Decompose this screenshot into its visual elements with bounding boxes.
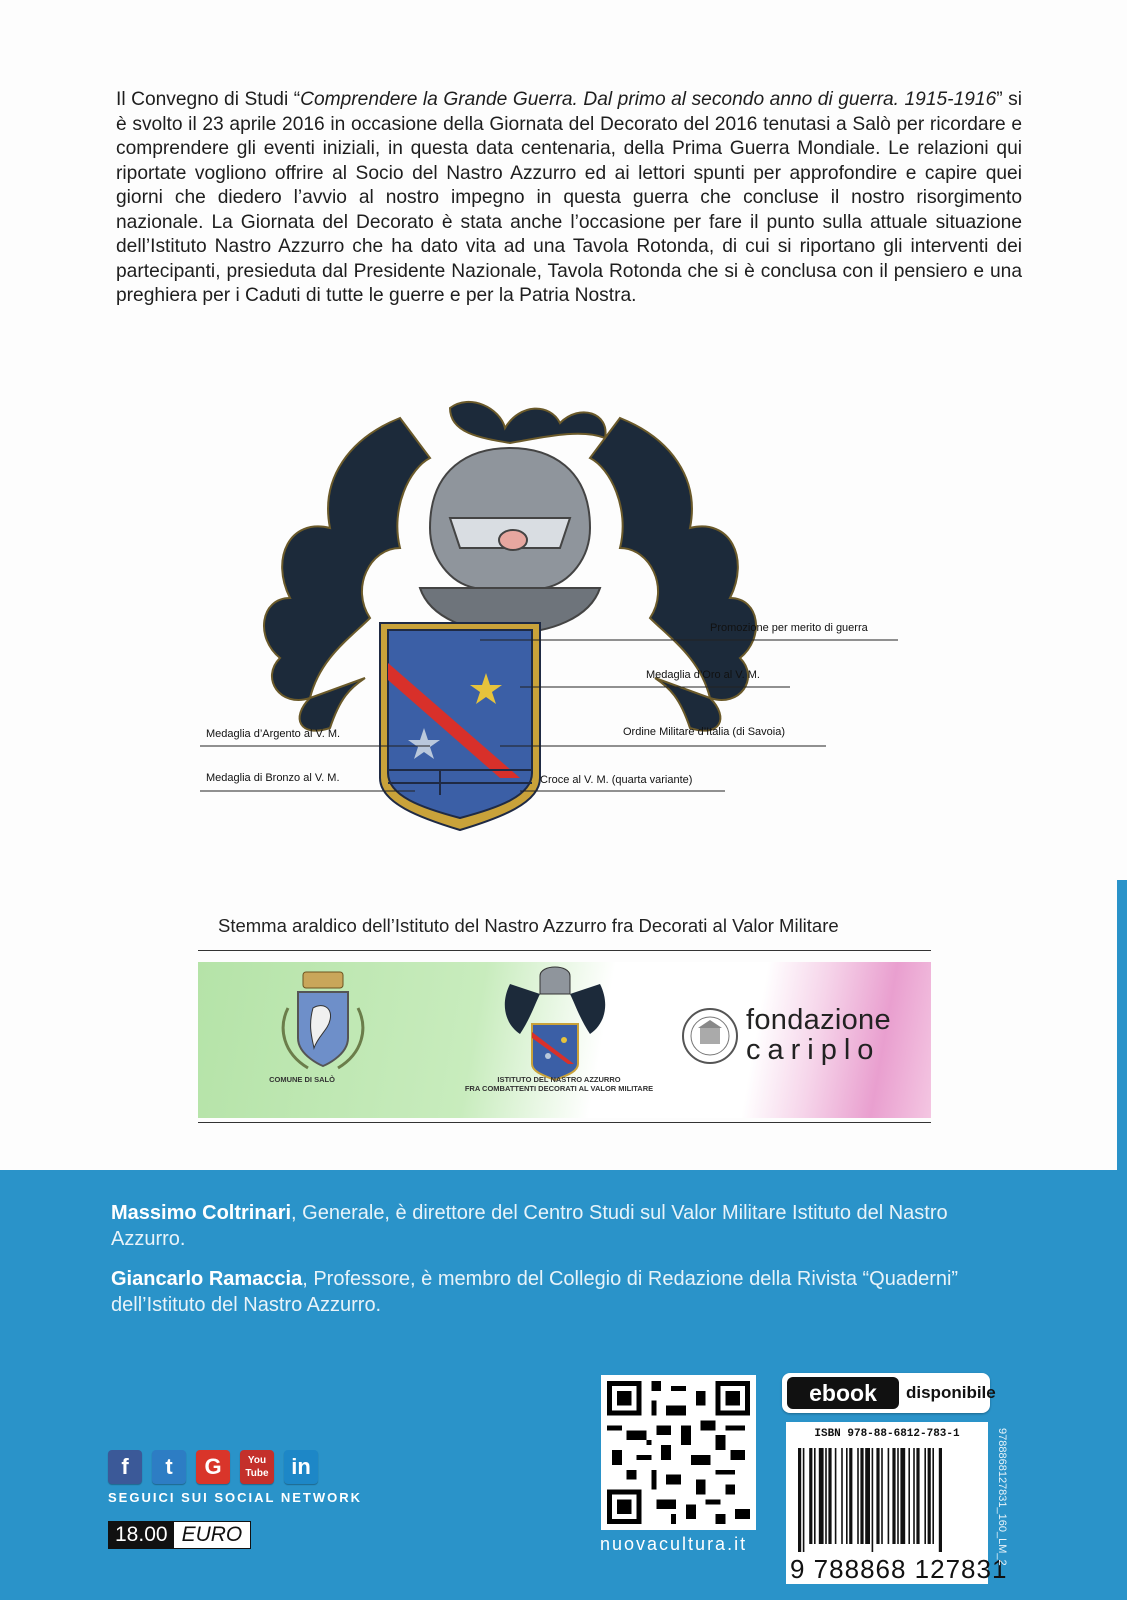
barcode-bar (892, 1448, 895, 1544)
label-croce: Croce al V. M. (quarta variante) (540, 774, 693, 786)
accent-strip (1117, 880, 1127, 1170)
author-bio-2 (111, 1266, 1021, 1318)
barcode-bar (860, 1448, 863, 1544)
fondazione-seal-icon (680, 1006, 740, 1066)
barcode-bar (932, 1448, 934, 1544)
author-name: Giancarlo Ramaccia (111, 1268, 303, 1290)
author-name: Massimo Coltrinari (111, 1202, 292, 1224)
barcode-bar (857, 1448, 859, 1544)
fondazione-wordmark: fondazione (746, 1004, 891, 1036)
conference-title: Comprendere la Grande Guerra. Dal primo al secondo anno di guerra. 1915-1916 (300, 89, 997, 110)
author-bio-1 (111, 1200, 1021, 1252)
barcode-bar (897, 1448, 899, 1544)
barcode-bar (841, 1448, 843, 1544)
barcode-bar (809, 1448, 812, 1544)
barcode-bar (881, 1448, 883, 1544)
intro-lead: Il Convegno di Studi “ (116, 89, 301, 110)
publisher-website[interactable]: nuovacultura.it (600, 1534, 748, 1554)
cariplo-wordmark: cariplo (746, 1034, 881, 1066)
crest-caption: Stemma araldico dell’Istituto del Nastro Azzurro fra Decorati al Valor Militare (218, 915, 839, 936)
google-plus-icon[interactable]: G (196, 1450, 230, 1484)
nastro-logo-caption-1: ISTITUTO DEL NASTRO AZZURRO (497, 1075, 621, 1084)
barcode-bar (835, 1448, 837, 1544)
nastro-logo-caption-2: FRA COMBATTENTI DECORATI AL VALOR MILITARE (464, 1084, 654, 1093)
barcode-bar (828, 1448, 831, 1544)
social-tagline: SEGUICI SUI SOCIAL NETWORK (108, 1490, 362, 1505)
qr-code[interactable] (601, 1375, 756, 1530)
label-medaglia-bronzo: Medaglia di Bronzo al V. M. (206, 772, 340, 784)
sponsor-logo-band (198, 962, 931, 1118)
nastro-azzurro-crest-icon (490, 964, 620, 1084)
shield (380, 623, 540, 830)
label-promozione: Promozione per merito di guerra (710, 622, 868, 634)
label-ordine-militare: Ordine Militare d’Italia (di Savoia) (623, 726, 786, 738)
ebook-availability: disponibile (906, 1383, 996, 1402)
barcode-bar (939, 1448, 942, 1552)
facebook-icon[interactable]: f (108, 1450, 142, 1484)
heraldic-crest (200, 398, 920, 858)
label-medaglia-oro: Medaglia d’Oro al V. M. (646, 669, 760, 681)
barcode-bar (876, 1448, 879, 1544)
barcode-bar (928, 1448, 931, 1544)
barcode-bar (888, 1448, 890, 1544)
price-currency: EURO (174, 1522, 251, 1548)
barcode-bar (825, 1448, 827, 1544)
barcode-bar (849, 1448, 852, 1544)
barcode-bar (900, 1448, 905, 1544)
label-medaglia-argento: Medaglia d’Argento al V. M. (206, 728, 341, 740)
twitter-icon[interactable]: t (152, 1450, 186, 1484)
band-divider (198, 1122, 931, 1123)
salo-coat-of-arms-icon (268, 968, 378, 1078)
barcode-bar (913, 1448, 915, 1544)
price-tag (108, 1521, 251, 1549)
youtube-icon[interactable]: You Tube (240, 1450, 274, 1484)
qr-code-icon (607, 1381, 750, 1524)
barcode-bar (908, 1448, 910, 1544)
ebook-badge (782, 1373, 996, 1413)
barcode-bar (924, 1448, 926, 1544)
barcode-bar (814, 1448, 816, 1544)
side-product-code: 9788868127831_160_LM_2 (996, 1428, 1008, 1566)
ebook-pill: ebook (787, 1377, 899, 1409)
ean-digits: 9 788868 127831 (790, 1554, 1008, 1584)
intro-body: ” si è svolto il 23 aprile 2016 in occasione della Giornata del Decorato del 2016 tenutasi a Salò per ricordare e comprendere gli eventi iniziali, in questa data centenaria, della Prima Guerra Mondiale. Le relazioni qui riportate vogliono offrire al Socio del Nastro Azzurro ed ai lettori spunti per approfondire e capire quei giorni che diedero l’avvio al nostro impegno in questa guerra che concluse il nostro risorgimento nazionale. La Giornata del Decorato è stata anche l’occasione per fare il punto sulla attuale situazione dell’Istituto Nastro Azzurro che ha dato vita ad una Tavola Rotonda, di cui si riportano gli interventi dei partecipanti, presieduta dal Presidente Nazionale, Tavola Rotonda che si è conclusa con il pensiero e una preghiera per i Caduti di tutte le guerre e per la Patria Nostra. (116, 89, 1023, 306)
helmet (420, 448, 600, 633)
barcode-bar (798, 1448, 801, 1552)
barcode-bar (803, 1448, 805, 1552)
barcode-bar (846, 1448, 848, 1544)
isbn-text: ISBN 978-88-6812-783-1 (814, 1428, 960, 1440)
intro-paragraph (116, 88, 1022, 309)
caption-divider (198, 950, 931, 951)
barcode-bars-icon (798, 1448, 984, 1552)
salo-logo-caption: COMUNE DI SALÒ (269, 1075, 335, 1084)
barcode-bar (819, 1448, 824, 1544)
linkedin-icon[interactable]: in (284, 1450, 318, 1484)
price-value: 18.00 (109, 1522, 174, 1548)
author-bio-text: , Professore, è membro del Collegio di Redazione della Rivista “Quaderni” dell’Istituto del Nastro Azzurro. (111, 1268, 959, 1316)
author-bio-text: , Generale, è direttore del Centro Studi sul Valor Militare Istituto del Nastro Azzurro. (111, 1202, 948, 1250)
barcode-bar (916, 1448, 919, 1544)
barcode-bar (872, 1448, 874, 1552)
barcode-bar (865, 1448, 870, 1544)
